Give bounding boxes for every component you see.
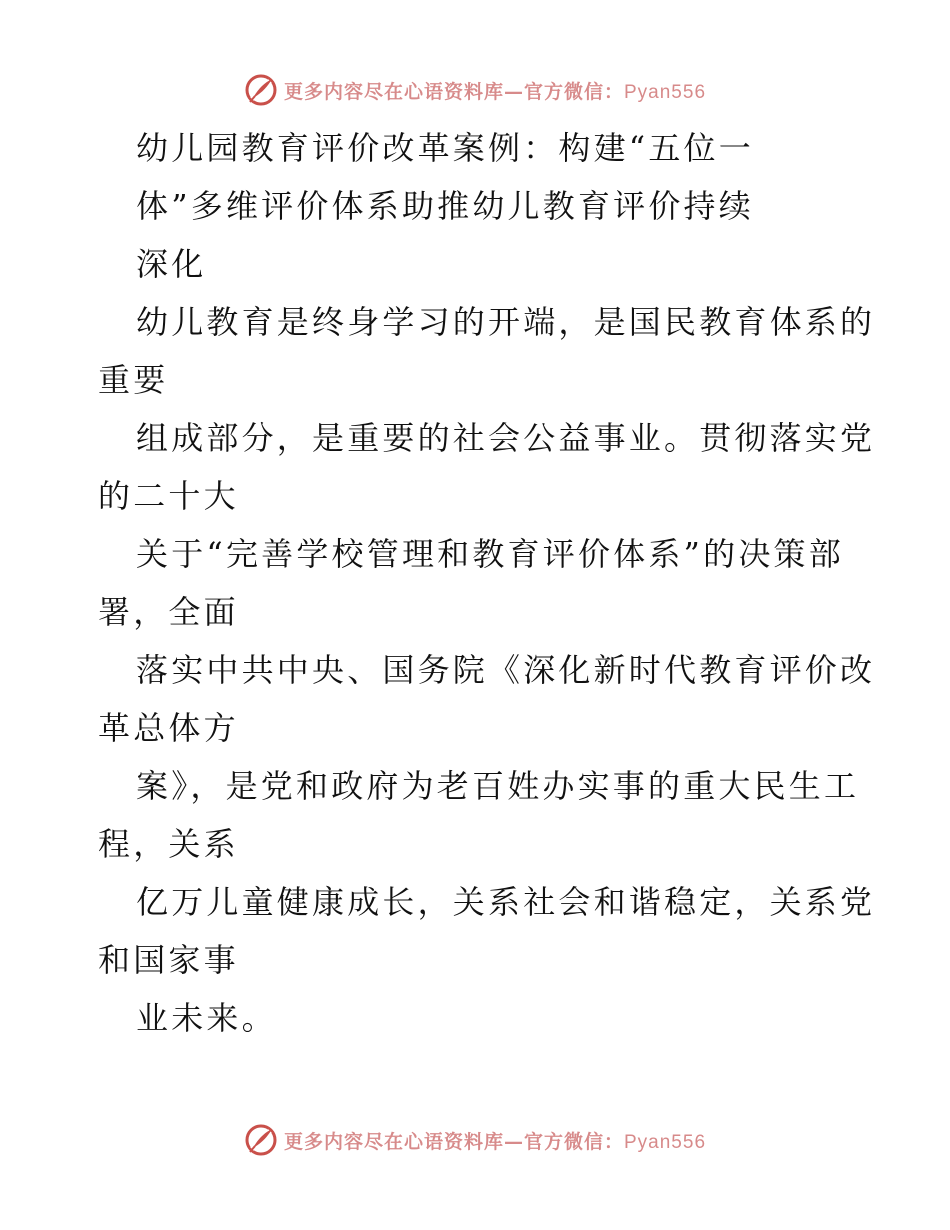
- paragraph-line: 关于“完善学校管理和教育评价体系”的决策部: [136, 535, 844, 573]
- quill-logo-icon: [244, 73, 278, 107]
- title-line: 深化: [136, 245, 207, 283]
- paragraph-line: 的二十大: [98, 477, 239, 515]
- watermark-text: 更多内容尽在心语资料库—官方微信：Pyan556: [283, 1130, 707, 1153]
- paragraph-line: 程，关系: [98, 825, 239, 863]
- title-line: 体”多维评价体系助推幼儿教育评价持续: [136, 187, 754, 225]
- watermark-text: 更多内容尽在心语资料库—官方微信：Pyan556: [283, 80, 707, 103]
- watermark-wechat-id: Pyan556: [624, 81, 707, 103]
- paragraph-line: 幼儿教育是终身学习的开端，是国民教育体系的: [136, 303, 876, 341]
- quill-logo-icon: [244, 1123, 278, 1157]
- paragraph-line: 业未来。: [136, 999, 277, 1037]
- paragraph-line: 亿万儿童健康成长，关系社会和谐稳定，关系党: [136, 883, 876, 921]
- paragraph-line: 组成部分，是重要的社会公益事业。贯彻落实党: [136, 419, 876, 457]
- title-line: 幼儿园教育评价改革案例：构建“五位一: [136, 129, 754, 167]
- watermark-header: [0, 72, 950, 108]
- paragraph-line: 重要: [98, 361, 169, 399]
- watermark-footer: [0, 1122, 950, 1158]
- paragraph-line: 落实中共中央、国务院《深化新时代教育评价改: [136, 651, 876, 689]
- paragraph-line: 革总体方: [98, 709, 239, 747]
- paragraph-line: 案》，是党和政府为老百姓办实事的重大民生工: [136, 767, 860, 805]
- watermark-wechat-id: Pyan556: [624, 1131, 707, 1153]
- paragraph-line: 和国家事: [98, 941, 239, 979]
- paragraph-line: 署，全面: [98, 593, 239, 631]
